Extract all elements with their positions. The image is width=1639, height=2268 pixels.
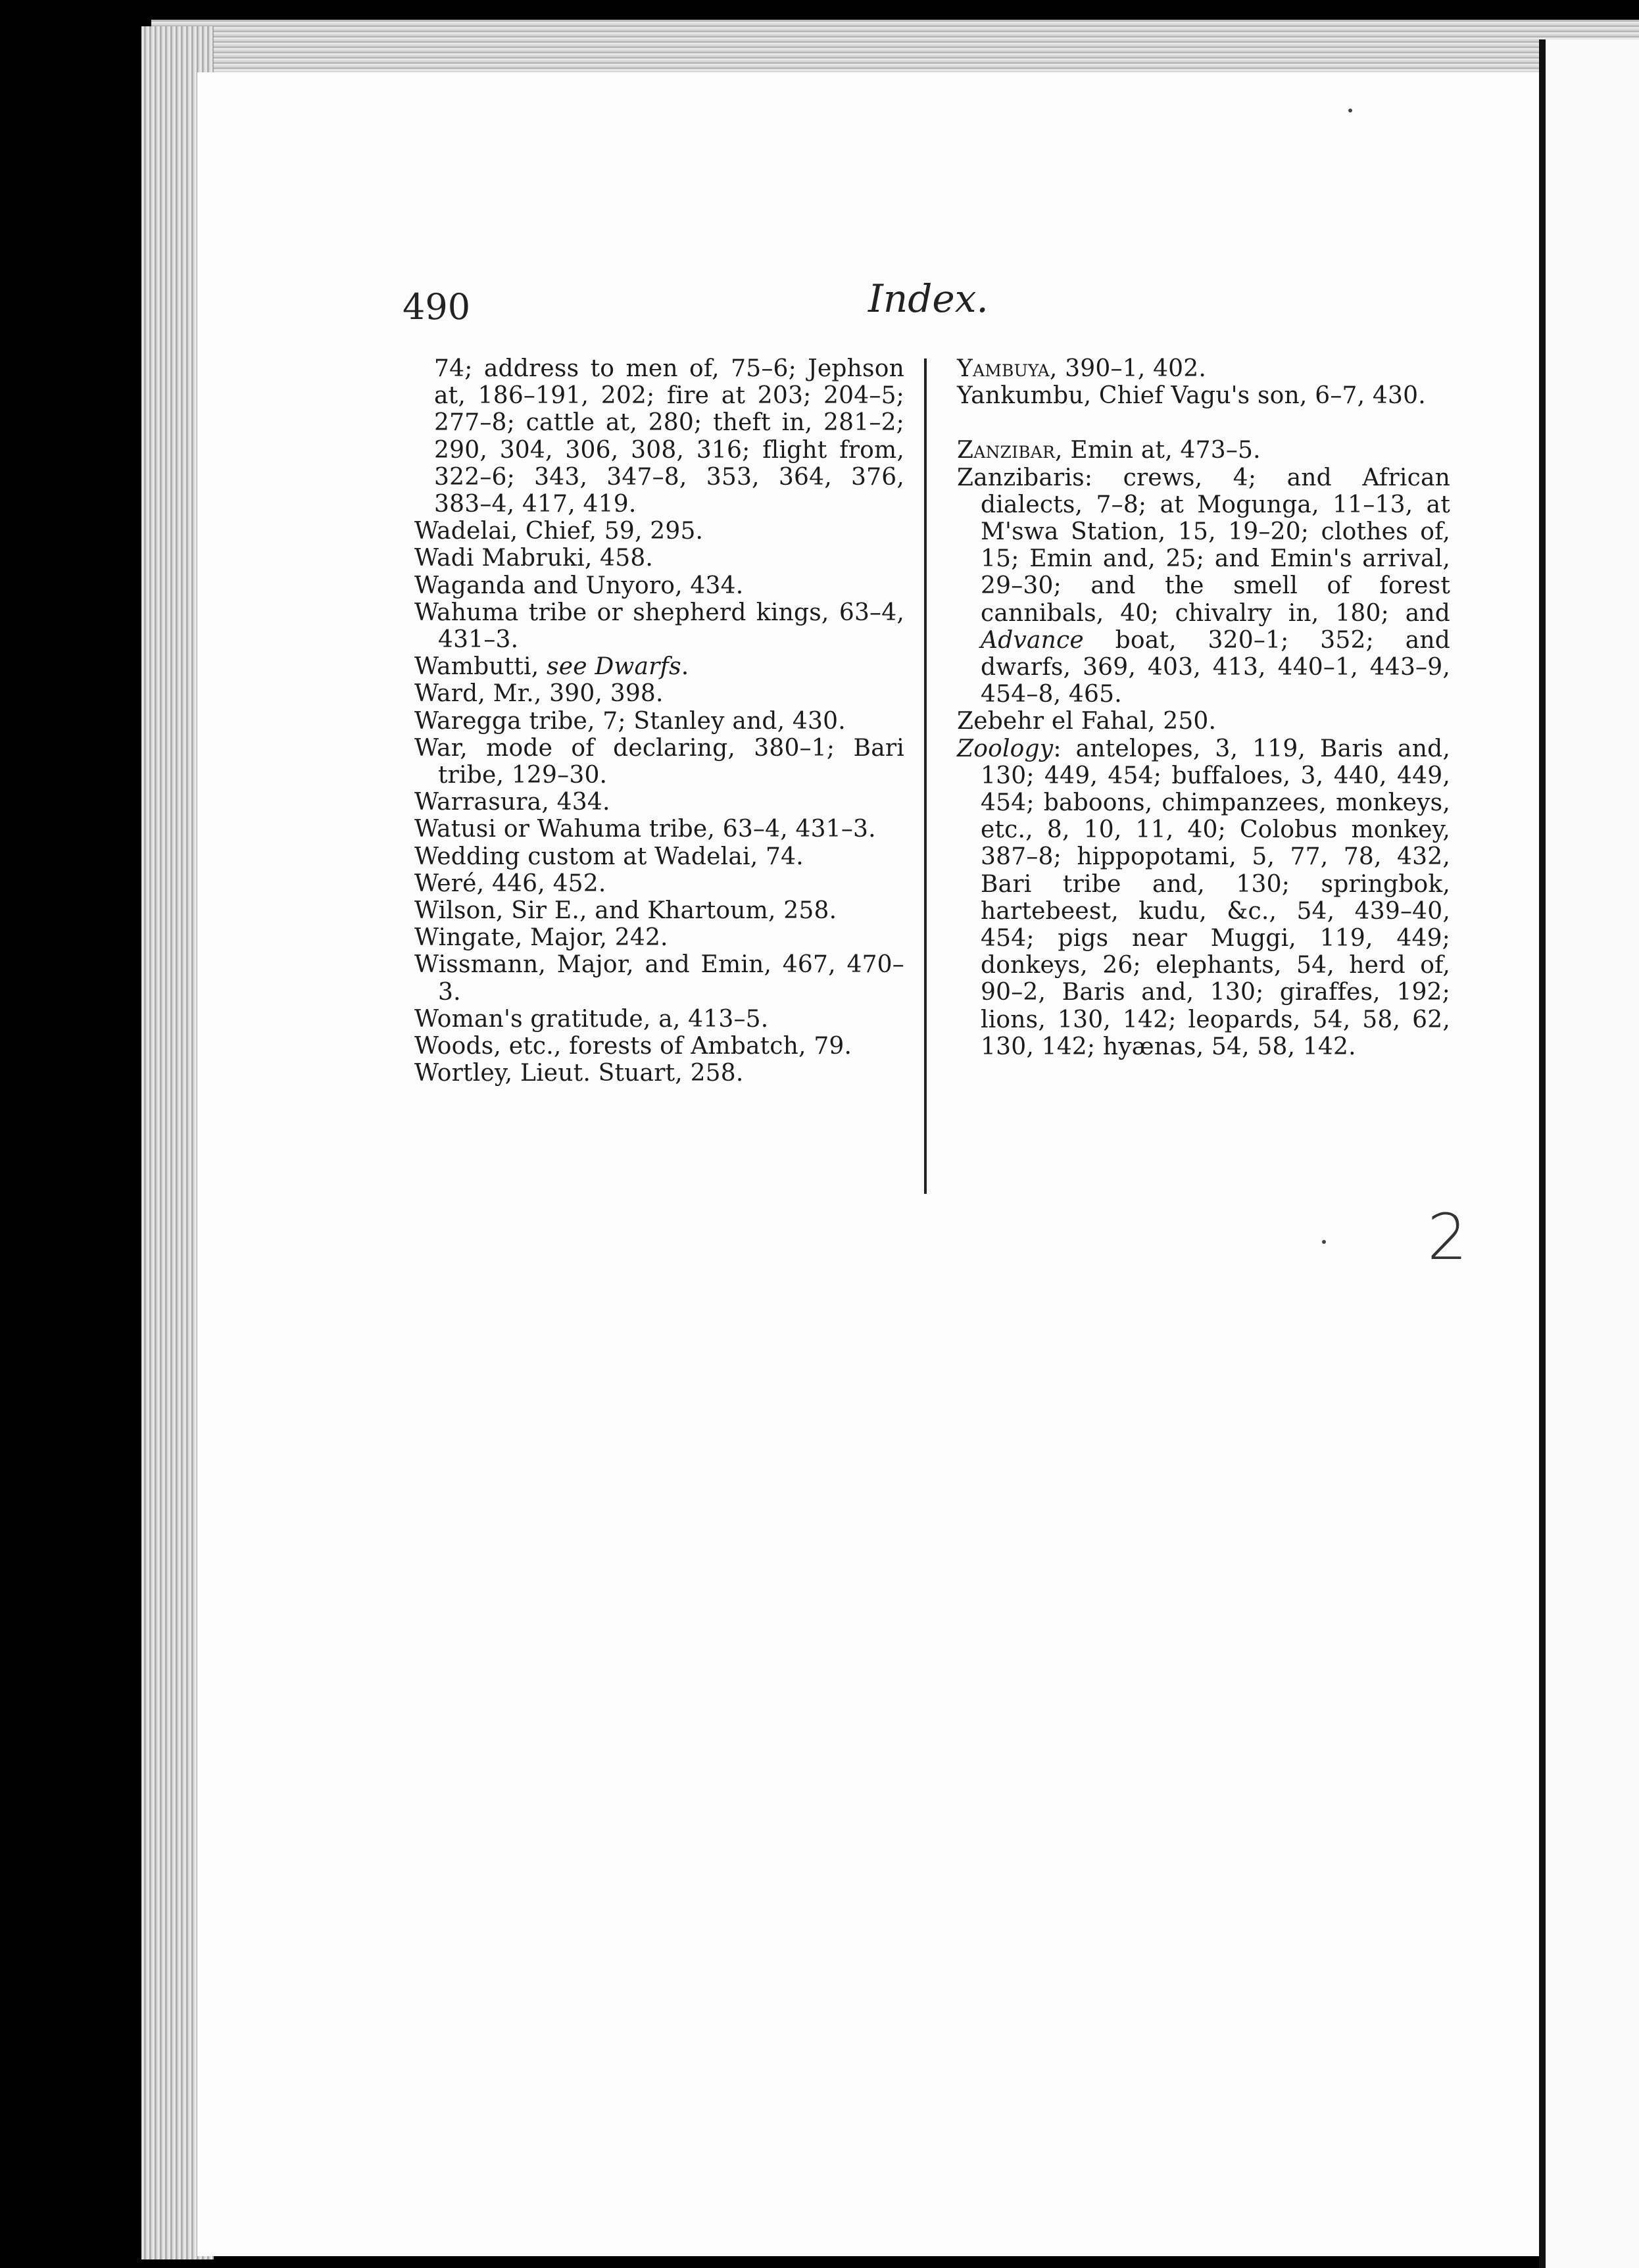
index-heading: Yambuya	[957, 355, 1050, 382]
index-entry-text: Wambutti,	[414, 653, 547, 681]
paper-speck	[1322, 1240, 1326, 1244]
index-entry-wambutti	[414, 653, 904, 680]
index-entry: Zebehr el Fahal, 250.	[957, 708, 1217, 735]
index-entry: Wadi Mabruki, 458.	[414, 545, 654, 572]
page-number: 490	[403, 286, 471, 328]
ship-name: Advance	[981, 626, 1084, 654]
index-entry: Weré, 446, 452.	[414, 870, 606, 897]
index-entry: Waganda and Unyoro, 434.	[414, 572, 744, 599]
index-entry-text: .	[681, 653, 689, 681]
handwritten-mark: 2	[1427, 1200, 1468, 1274]
index-entry: Woods, etc., forests of Ambatch, 79.	[414, 1033, 852, 1060]
index-entry-zanzibaris	[957, 464, 1450, 708]
column-divider	[924, 358, 927, 1194]
index-entry: Wissmann, Major, and Emin, 467, 470–3.	[414, 951, 904, 1006]
index-entry-yambuya	[957, 355, 1450, 382]
index-entry-text: , Emin at, 473–5.	[1055, 437, 1261, 464]
cross-reference: Dwarfs	[595, 653, 681, 681]
index-heading: Zoology	[957, 735, 1054, 762]
index-column-right	[957, 355, 1450, 1060]
index-entry-text: : antelopes, 3, 119, Baris and, 130; 449, 454; buffaloes, 3, 440, 449, 454; baboons, chimpanzees, monkeys, etc., 8, 10, 11, 40; Colobus monkey, 387–8; hippopotami, 5, 77, 78, 432, Bari tribe and, 130; springbok, hartebeest, kudu, &c., 54, 439–40, 454; pigs near Muggi, 119, 449; donkeys, 26; elephants, 54, herd of, 90–2, Baris and, 130; giraffes, 192; lions, 130, 142; leopards, 54, 58, 62, 130, 142; hyænas, 54, 58, 142.	[981, 735, 1450, 1060]
index-entry: War, mode of declaring, 380–1; Bari tribe, 129–30.	[414, 734, 904, 789]
index-entry: Yankumbu, Chief Vagu's son, 6–7, 430.	[957, 382, 1426, 410]
index-entry: Wedding custom at Wadelai, 74.	[414, 843, 804, 870]
page-gutter-line	[1539, 39, 1546, 2268]
index-entry-text: , 390–1, 402.	[1049, 355, 1207, 382]
index-heading: Zanzibar	[957, 437, 1056, 464]
index-entry: Wortley, Lieut. Stuart, 258.	[414, 1060, 744, 1087]
index-entry: Watusi or Wahuma tribe, 63–4, 431–3.	[414, 816, 876, 843]
facing-page-strip	[1546, 39, 1639, 2268]
index-entry-zanzibar	[957, 437, 1450, 464]
index-entry: Wahuma tribe or shepherd kings, 63–4, 431–3.	[414, 599, 904, 654]
running-head: Index.	[868, 276, 989, 321]
index-entry: Ward, Mr., 390, 398.	[414, 680, 664, 708]
index-entry-text: Zanzibaris: crews, 4; and African dialects, 7–8; at Mogunga, 11–13, at M'swa Station, 15, 19–20; clothes of, 15; Emin and, 25; and Emin's arrival, 29–30; and the smell of forest cannibals, 40; chivalry in, 180; and	[957, 464, 1450, 627]
index-entry: Wilson, Sir E., and Khartoum, 258.	[414, 897, 837, 925]
index-entry: Waregga tribe, 7; Stanley and, 430.	[414, 707, 846, 735]
index-entry-text: boat, 320–1; 352; and dwarfs, 369, 403, 413, 440–1, 443–9, 454–8, 465.	[981, 626, 1450, 708]
index-entry: Wingate, Major, 242.	[414, 924, 668, 952]
see-also-label: see	[547, 653, 587, 681]
paper-speck	[1348, 109, 1352, 112]
index-entry: Wadelai, Chief, 59, 295.	[414, 518, 704, 545]
index-entry-zoology	[957, 735, 1450, 1060]
index-column-left	[414, 355, 904, 1087]
index-entry: Warrasura, 434.	[414, 789, 610, 816]
index-entry: Woman's gratitude, a, 413–5.	[414, 1005, 769, 1033]
index-entry: 74; address to men of, 75–6; Jephson at, 186–191, 202; fire at 203; 204–5; 277–8; cattle at, 280; theft in, 281–2; 290, 304, 306, 308, 316; flight from, 322–6; 343, 347–8, 353, 364, 376, 383–4, 417, 419.	[434, 355, 904, 518]
